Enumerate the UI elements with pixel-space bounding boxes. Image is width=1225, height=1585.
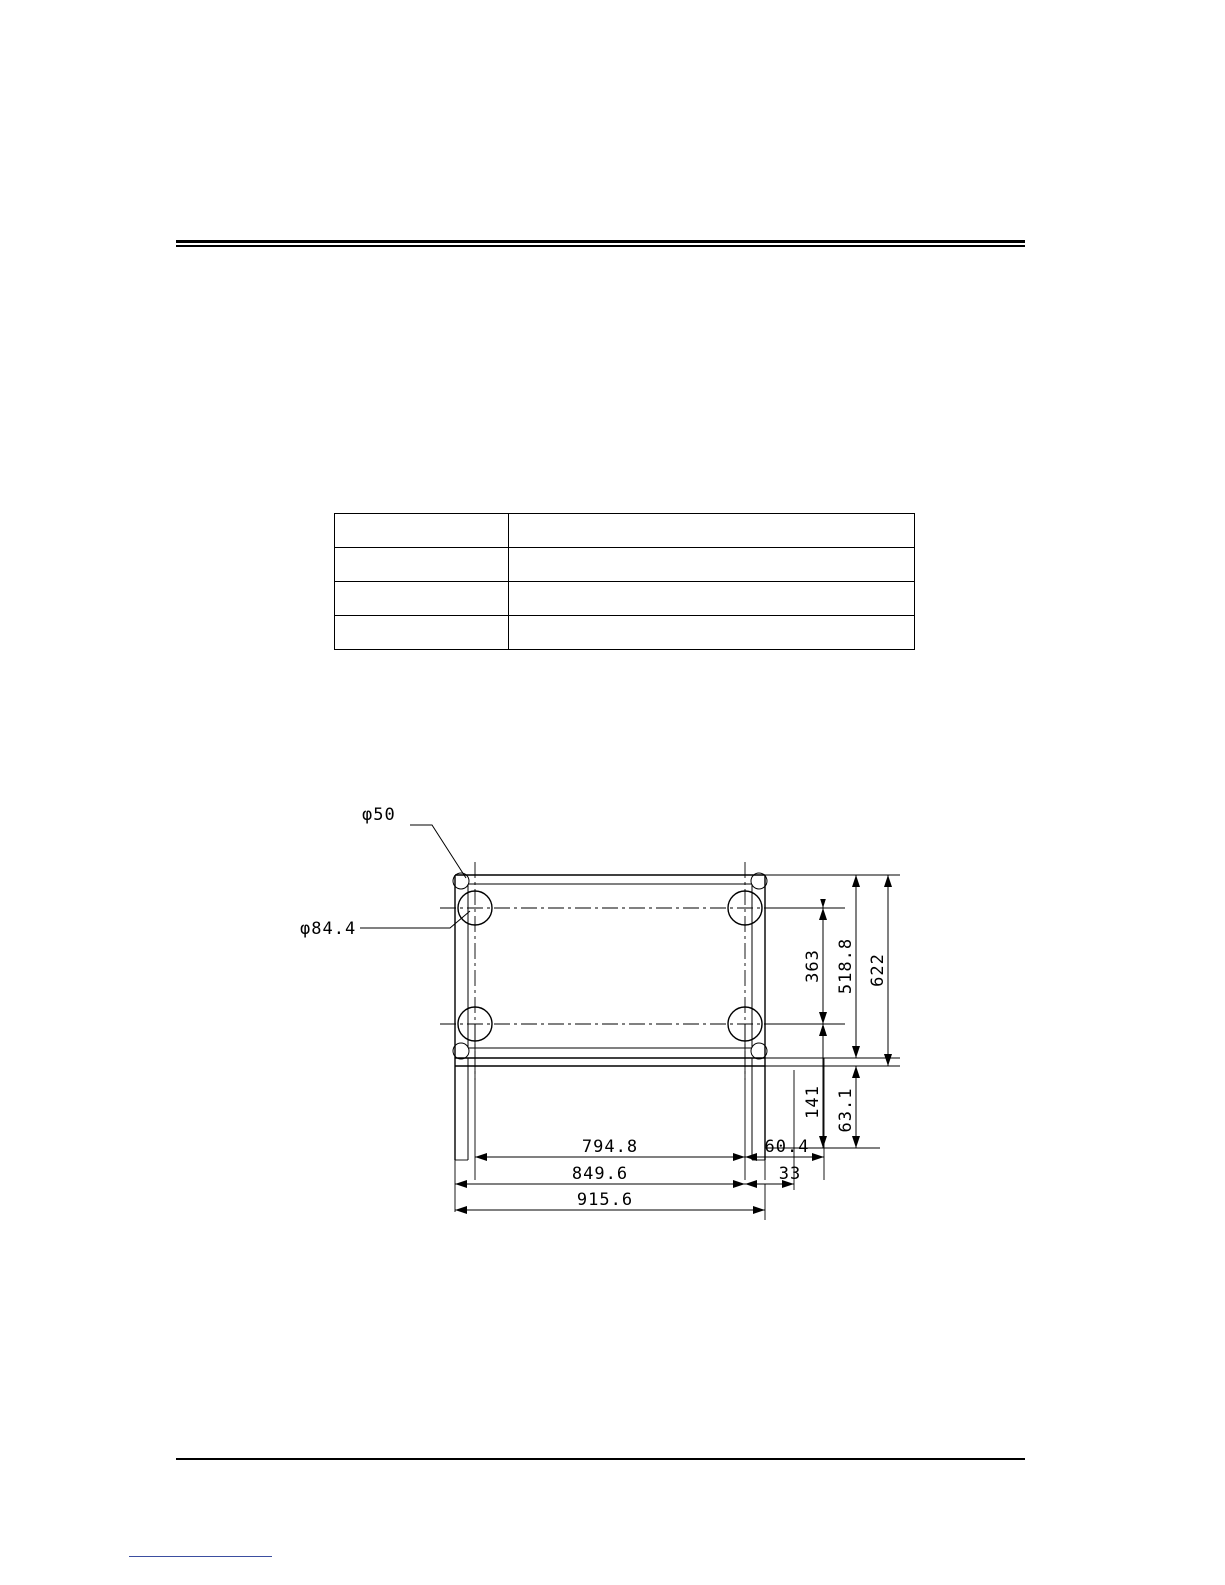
table-row — [335, 582, 915, 616]
table-cell-label — [335, 514, 509, 548]
dim-363: 363 — [803, 949, 823, 983]
technical-drawing — [300, 780, 940, 1250]
header-divider — [176, 240, 1025, 248]
table-row — [335, 514, 915, 548]
plate-outline — [455, 875, 765, 1160]
table-cell-label — [335, 616, 509, 650]
corner-holes — [453, 873, 767, 1059]
table-row — [335, 616, 915, 650]
callout-dia-50: φ50 — [362, 805, 396, 825]
vertical-dimension-labels — [803, 938, 888, 1133]
dim-141: 141 — [803, 1085, 823, 1119]
horizontal-dimension-labels — [572, 1137, 810, 1210]
dim-794-8: 794.8 — [581, 1137, 639, 1157]
table-row — [335, 548, 915, 582]
table-cell-label — [335, 582, 509, 616]
spec-table — [334, 513, 915, 650]
footer-divider — [176, 1458, 1025, 1460]
table-cell-value — [509, 514, 915, 548]
callout-dia-84-4: φ84.4 — [300, 919, 357, 939]
header-divider-line-top — [176, 240, 1025, 243]
dim-63-1: 63.1 — [836, 1087, 856, 1133]
center-lines — [440, 862, 780, 1080]
dim-849-6: 849.6 — [571, 1164, 629, 1184]
callout-leaders — [360, 825, 470, 928]
table-cell-value — [509, 548, 915, 582]
dim-915-6: 915.6 — [576, 1190, 634, 1210]
table-cell-label — [335, 548, 509, 582]
dim-622: 622 — [868, 953, 888, 987]
dim-518-8: 518.8 — [836, 937, 856, 995]
footer-link-underline[interactable] — [129, 1556, 272, 1557]
vertical-dimension-lines — [765, 875, 900, 1148]
dim-33: 33 — [778, 1164, 802, 1184]
drawing-canvas — [300, 780, 940, 1250]
mounting-holes — [458, 891, 762, 1041]
table-cell-value — [509, 582, 915, 616]
table-cell-value — [509, 616, 915, 650]
dim-60-4: 60.4 — [764, 1137, 810, 1157]
header-divider-line-bottom — [176, 245, 1025, 247]
